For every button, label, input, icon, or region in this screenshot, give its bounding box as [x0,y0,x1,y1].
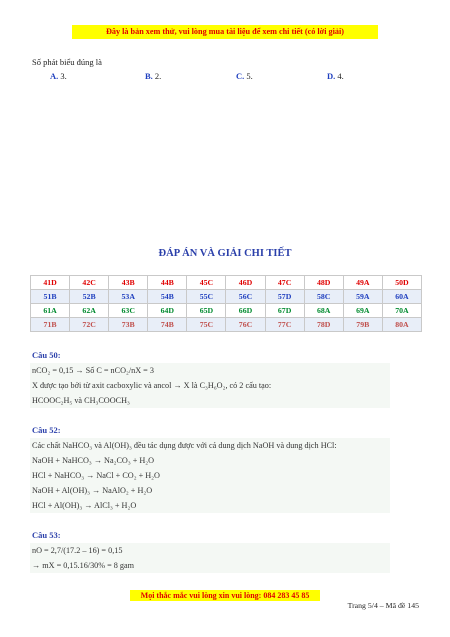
answer-cell: 62A [70,304,109,318]
answer-cell: 63C [109,304,148,318]
answer-cell: 64D [148,304,187,318]
solution-line: HCl + Al(OH)₃ → AlCl₃ + H₂O [30,498,390,513]
solution-title: Câu 50: [32,350,61,360]
option-a-text: 3. [60,71,67,81]
solution-body [30,543,390,573]
option-d-key: D. [327,71,336,81]
question-stem: Số phát biểu đúng là [32,57,102,67]
answer-cell: 41D [31,276,70,290]
answer-cell: 69A [343,304,382,318]
answer-cell: 77C [265,318,304,332]
answer-row [31,304,422,318]
answer-cell: 49A [343,276,382,290]
answer-row [31,276,422,290]
answer-cell: 42C [70,276,109,290]
answer-cell: 47C [265,276,304,290]
answer-cell: 68A [304,304,343,318]
option-b-text: 2. [154,71,162,81]
answer-cell: 73B [109,318,148,332]
answer-cell: 53A [109,290,148,304]
solution-body [30,438,390,513]
answer-cell: 76C [226,318,265,332]
solution-line: nO = 2,7/(17.2 – 16) = 0,15 [30,543,390,558]
option-c-text: 5. [246,71,253,81]
solution-line: X được tạo bởi từ axit cacboxylic và ancol → X là C₃H₆O₂, có 2 cấu tạo: [30,378,390,393]
answer-cell: 56C [226,290,265,304]
answer-cell: 51B [31,290,70,304]
answer-cell: 44B [148,276,187,290]
answer-cell: 61A [31,304,70,318]
answer-cell: 57D [265,290,304,304]
option-c [236,71,253,81]
solution-line: HCOOC₂H₅ và CH₃COOCH₃ [30,393,390,408]
answer-cell: 79B [343,318,382,332]
answer-cell: 67D [265,304,304,318]
answer-cell: 78D [304,318,343,332]
solution-line: NaOH + Al(OH)₃ → NaAlO₂ + H₂O [30,483,390,498]
answer-cell: 55C [187,290,226,304]
answer-row [31,318,422,332]
option-a [50,71,67,81]
option-d-text: 4. [337,71,344,81]
answers-section-title: ĐÁP ÁN VÀ GIẢI CHI TIẾT [158,248,292,259]
answer-cell: 60A [382,290,421,304]
option-b [145,71,161,81]
answer-key-table [30,275,422,332]
answer-cell: 48D [304,276,343,290]
solution-title: Câu 53: [32,530,61,540]
answer-cell: 65D [187,304,226,318]
option-b-key: B. [145,71,153,81]
answer-cell: 72C [70,318,109,332]
option-a-key: A. [50,71,59,81]
solution-line: → mX = 0,15.16/30% = 8 gam [30,558,390,573]
answer-cell: 58C [304,290,343,304]
solution-line: HCl + NaHCO₃ → NaCl + CO₂ + H₂O [30,468,390,483]
solution-line: nCO₂ = 0,15 → Số C = nCO₂/nX = 3 [30,363,390,378]
answer-cell: 54B [148,290,187,304]
answer-cell: 75C [187,318,226,332]
option-c-key: C. [236,71,245,81]
answer-cell: 45C [187,276,226,290]
answer-cell: 46D [226,276,265,290]
solution-line: Các chất NaHCO₃ và Al(OH)₃ đều tác dụng được với cả dung dịch NaOH và dung dịch HCl: [30,438,390,453]
page-number: Trang 5/4 – Mã đề 145 [347,601,419,610]
solution-body [30,363,390,408]
answer-cell: 70A [382,304,421,318]
option-d [327,71,344,81]
answer-cell: 66D [226,304,265,318]
answer-cell: 74B [148,318,187,332]
answer-cell: 52B [70,290,109,304]
answer-cell: 43B [109,276,148,290]
answer-row [31,290,422,304]
answer-cell: 50D [382,276,421,290]
solution-title: Câu 52: [32,425,61,435]
contact-footer: Mọi thắc mắc vui lòng xin vui lòng: 084 283 45 85 [130,590,320,601]
preview-banner: Đây là bản xem thử, vui lòng mua tài liệu để xem chi tiết (có lời giải) [72,25,378,39]
answer-cell: 71B [31,318,70,332]
answer-cell: 80A [382,318,421,332]
solution-line: NaOH + NaHCO₃ → Na₂CO₃ + H₂O [30,453,390,468]
answer-cell: 59A [343,290,382,304]
